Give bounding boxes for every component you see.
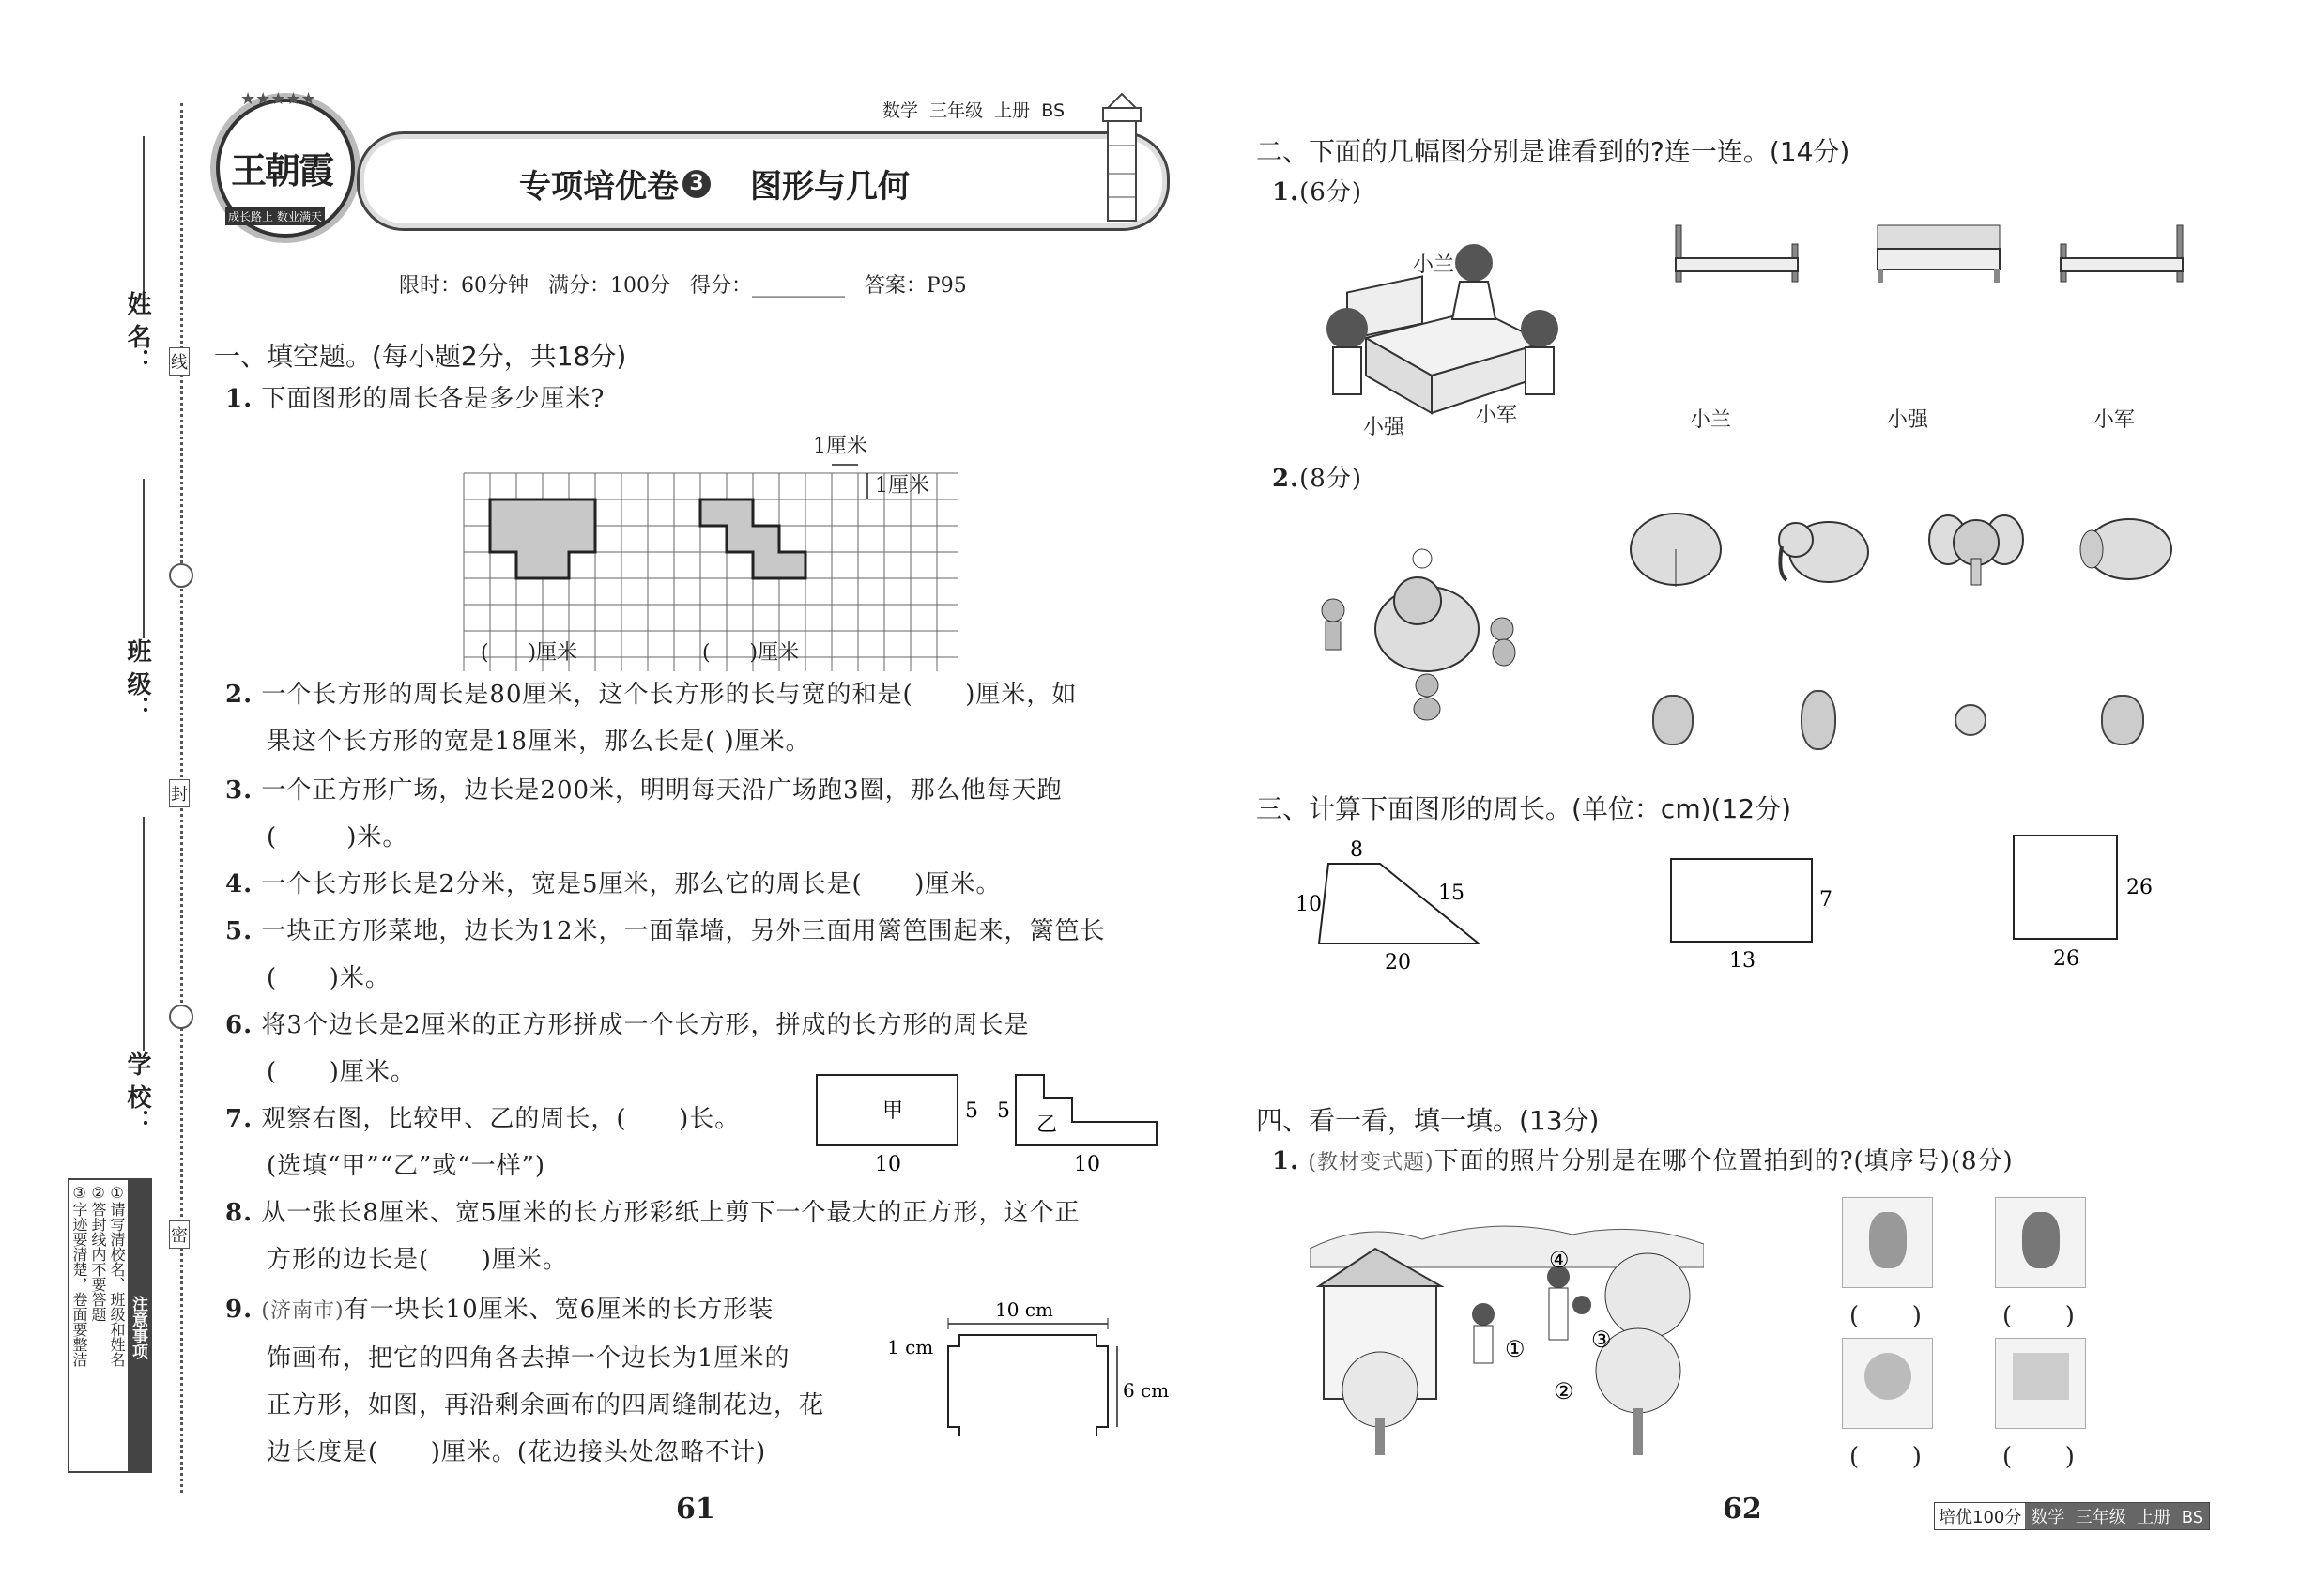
title-number: 3 — [682, 170, 711, 198]
q5-line2: ( )米。 — [267, 964, 391, 992]
q4 — [225, 866, 1202, 903]
q2 — [225, 676, 1202, 760]
notice-item: ②答封线内不要答题 — [89, 1184, 107, 1322]
jia-bottom: 10 — [875, 1153, 901, 1176]
elephant-view-front — [1924, 507, 2028, 591]
q7-num: 7. — [225, 1105, 253, 1133]
class-line — [143, 479, 145, 638]
q5-line1: 一块正方形菜地，边长为12米，一面靠墙，另外三面用篱笆围起来，篱笆长 — [261, 917, 1106, 945]
logo — [216, 89, 355, 238]
q9 — [225, 1291, 882, 1471]
logo-motto — [225, 207, 325, 225]
s2q2-label — [1272, 460, 1362, 498]
rect-side: 7 — [1819, 888, 1832, 912]
q6-num: 6. — [225, 1011, 253, 1039]
q1-unit-side: 1厘米 — [875, 474, 929, 498]
q9-corner-label: 1 cm — [887, 1336, 934, 1358]
scene-name-xiaojun: 小军 — [1476, 404, 1518, 427]
photo-3 — [1842, 1338, 1933, 1429]
s4q1-text: 下面的照片分别是在哪个位置拍到的?(填序号)(8分) — [1434, 1147, 2014, 1175]
cut-cloth — [948, 1335, 1108, 1436]
trap-bottom: 20 — [1385, 951, 1411, 974]
trap-right: 15 — [1438, 882, 1464, 905]
s4q1-source: (教材变式题) — [1308, 1151, 1434, 1174]
q1-grid-figure — [451, 427, 958, 671]
page-number-left: 61 — [676, 1493, 715, 1526]
photo-4-blank[interactable]: ( ) — [2002, 1443, 2076, 1471]
name-line — [143, 136, 145, 296]
q8 — [225, 1194, 1202, 1279]
q5 — [225, 913, 1202, 997]
q8-line1: 从一张长8厘米、宽5厘米的长方形彩纸上剪下一个最大的正方形，这个正 — [261, 1199, 1081, 1227]
elephant-view-side — [1772, 507, 1876, 591]
q3-line1: 一个正方形广场，边长是200米，明明每天沿广场跑3圈，那么他每天跑 — [261, 776, 1063, 805]
s4q1 — [1272, 1143, 2014, 1182]
binding-strip — [0, 0, 188, 1596]
footer-badge-label: 培优100分 — [1939, 1508, 2022, 1527]
animal-icon-bird — [1955, 704, 1986, 736]
square-side: 26 — [2126, 876, 2153, 899]
s2q2-score: (8分) — [1299, 465, 1362, 493]
q7-line2: (选填“甲”“乙”或“一样”) — [267, 1152, 546, 1180]
notice-box — [68, 1178, 152, 1473]
rectangle-figure — [1662, 850, 1849, 972]
lighthouse-icon — [1089, 89, 1155, 230]
notice-item: ①请写清校名、班级和姓名 — [108, 1184, 126, 1367]
label-yi: 乙 — [1036, 1113, 1058, 1137]
scene-name-xiaolan: 小兰 — [1413, 253, 1455, 277]
seal-ring-icon — [169, 563, 193, 588]
logo-text: 王朝霞 — [231, 149, 333, 192]
photo-2-blank[interactable]: ( ) — [2002, 1302, 2076, 1330]
photo-1-blank[interactable]: ( ) — [1849, 1302, 1923, 1330]
pos-2: ② — [1554, 1378, 1574, 1404]
header — [207, 89, 1183, 298]
q9-line1: 有一块长10厘米、宽6厘米的长方形装 — [344, 1296, 774, 1324]
seal-mark-xian: 线 — [169, 347, 190, 376]
school-line — [143, 817, 145, 1051]
elephant-view-top — [2075, 507, 2178, 591]
animal-icon-bear — [1801, 690, 1836, 750]
s2q1-label — [1272, 174, 1362, 211]
s2q1-num: 1. — [1272, 178, 1300, 207]
view-name-xiaojun: 小军 — [2093, 408, 2136, 432]
q5-num: 5. — [225, 917, 253, 945]
photo-4 — [1995, 1338, 2086, 1429]
title-main: 图形与几何 — [750, 168, 910, 206]
scene-name-xiaoqiang: 小强 — [1363, 416, 1405, 439]
logo-motto-right: 数业满天 — [276, 210, 322, 223]
q6-line2: ( )厘米。 — [267, 1058, 416, 1086]
section2-title: 二、下面的几幅图分别是谁看到的?连一连。(14分) — [1256, 136, 1850, 167]
meta-line: 限时：60分钟 满分：100分 得分：_________ 答案：P95 — [399, 274, 967, 298]
q8-num: 8. — [225, 1199, 253, 1227]
trap-top: 8 — [1350, 838, 1363, 862]
title-prefix: 专项培优卷 — [519, 168, 679, 206]
q8-line2: 方形的边长是( )厘米。 — [267, 1246, 568, 1274]
s2q1-score: (6分) — [1299, 178, 1362, 207]
page-title — [519, 161, 910, 207]
q9-source: (济南市) — [261, 1299, 345, 1323]
seal-ring-icon — [169, 1005, 193, 1029]
q7-figure — [807, 1066, 1183, 1178]
trapezoid-figure — [1296, 836, 1493, 976]
subject-info: 数学 三年级 上册 BS — [882, 100, 1065, 121]
rectangle — [1671, 859, 1812, 942]
animal-icon-squirrel — [2101, 695, 2144, 745]
view-name-xiaolan: 小兰 — [1690, 408, 1732, 432]
footer-info: 数学 三年级 上册 BS — [2025, 1503, 2209, 1529]
class-label: 班 级： — [123, 638, 151, 721]
title-banner — [357, 131, 1170, 231]
view-name-xiaoqiang: 小强 — [1887, 408, 1929, 432]
bed-view-3 — [2056, 221, 2187, 286]
section3-title: 三、计算下面图形的周长。(单位：cm)(12分) — [1256, 793, 1791, 824]
name-label: 姓 名： — [123, 291, 151, 374]
yi-side: 5 — [997, 1099, 1010, 1123]
notice-item: ③字迹要清楚，卷面要整洁 — [70, 1184, 88, 1367]
logo-motto-left: 成长路上 — [228, 210, 274, 223]
school-label: 学 校： — [123, 1051, 151, 1134]
q9-line4: 边长度是( )厘米。(花边接头处忽略不计) — [267, 1438, 767, 1466]
q4-num: 4. — [225, 870, 253, 898]
section1-title: 一、填空题。(每小题2分，共18分) — [214, 341, 627, 372]
photo-2 — [1995, 1197, 2086, 1288]
q1-num: 1. — [225, 385, 253, 413]
pos-4: ④ — [1549, 1247, 1570, 1273]
elephant-scene-illustration — [1305, 545, 1549, 723]
bed-view-1 — [1671, 221, 1802, 286]
q3-num: 3. — [225, 776, 253, 805]
page-number-right: 62 — [1723, 1493, 1762, 1526]
q6-line1: 将3个边长是2厘米的正方形拼成一个长方形，拼成的长方形的周长是 — [261, 1011, 1030, 1039]
q9-figure — [882, 1296, 1183, 1436]
seal-mark-mi: 密 — [169, 1220, 190, 1249]
park-scene-illustration — [1310, 1211, 1704, 1465]
q1-unit-top: 1厘米 — [813, 435, 867, 458]
photo-1 — [1842, 1197, 1933, 1288]
square — [2014, 836, 2117, 939]
q7-line1: 观察右图，比较甲、乙的周长，( )长。 — [261, 1105, 741, 1133]
q9-num: 9. — [225, 1296, 253, 1324]
rect-bottom: 13 — [1729, 949, 1756, 972]
q1-shape-2 — [700, 499, 805, 578]
q2-line2: 果这个长方形的宽是18厘米，那么长是( )厘米。 — [267, 728, 811, 756]
jia-side: 5 — [965, 1099, 978, 1123]
label-jia: 甲 — [882, 1099, 904, 1123]
q1-shape-1 — [490, 499, 595, 578]
pos-1: ① — [1505, 1336, 1526, 1362]
yi-bottom: 10 — [1074, 1153, 1100, 1176]
photo-3-blank[interactable]: ( ) — [1849, 1443, 1923, 1471]
footer-badge — [1934, 1502, 2210, 1530]
notice-title: 注意事项 — [128, 1180, 150, 1471]
q9-top-label: 10 cm — [995, 1298, 1053, 1321]
q1-blank-1: ( )厘米 — [481, 641, 578, 665]
s4q1-num: 1. — [1272, 1147, 1300, 1175]
q9-line3: 正方形，如图，再沿剩余画布的四周缝制花边，花 — [267, 1391, 825, 1420]
q3-line2: ( )米。 — [267, 823, 408, 852]
q7 — [225, 1100, 807, 1185]
q1 — [225, 380, 605, 418]
q4-line1: 一个长方形长是2分米，宽是5厘米，那么它的周长是( )厘米。 — [261, 870, 1002, 898]
q1-text: 下面图形的周长各是多少厘米? — [261, 385, 606, 413]
q9-side-label: 6 cm — [1123, 1379, 1170, 1402]
elephant-view-back — [1624, 507, 1727, 591]
trap-left: 10 — [1296, 893, 1322, 916]
animal-icon-monkey — [1652, 695, 1694, 745]
s2q2-num: 2. — [1272, 465, 1300, 493]
section4-title: 四、看一看，填一填。(13分) — [1256, 1105, 1600, 1136]
seal-mark-feng: 封 — [169, 779, 190, 807]
q1-blank-2: ( )厘米 — [702, 641, 800, 665]
pos-3: ③ — [1591, 1327, 1612, 1353]
q2-line1: 一个长方形的周长是80厘米，这个长方形的长与宽的和是( )厘米，如 — [261, 681, 1078, 709]
square-bottom: 26 — [2053, 947, 2079, 971]
logo-stars: ★★★★★ — [240, 89, 316, 109]
q2-num: 2. — [225, 681, 253, 709]
q3 — [225, 772, 1202, 856]
q9-line2: 饰画布，把它的四角各去掉一个边长为1厘米的 — [267, 1344, 790, 1373]
square-figure — [2004, 826, 2173, 976]
bed-view-2 — [1873, 221, 2004, 286]
